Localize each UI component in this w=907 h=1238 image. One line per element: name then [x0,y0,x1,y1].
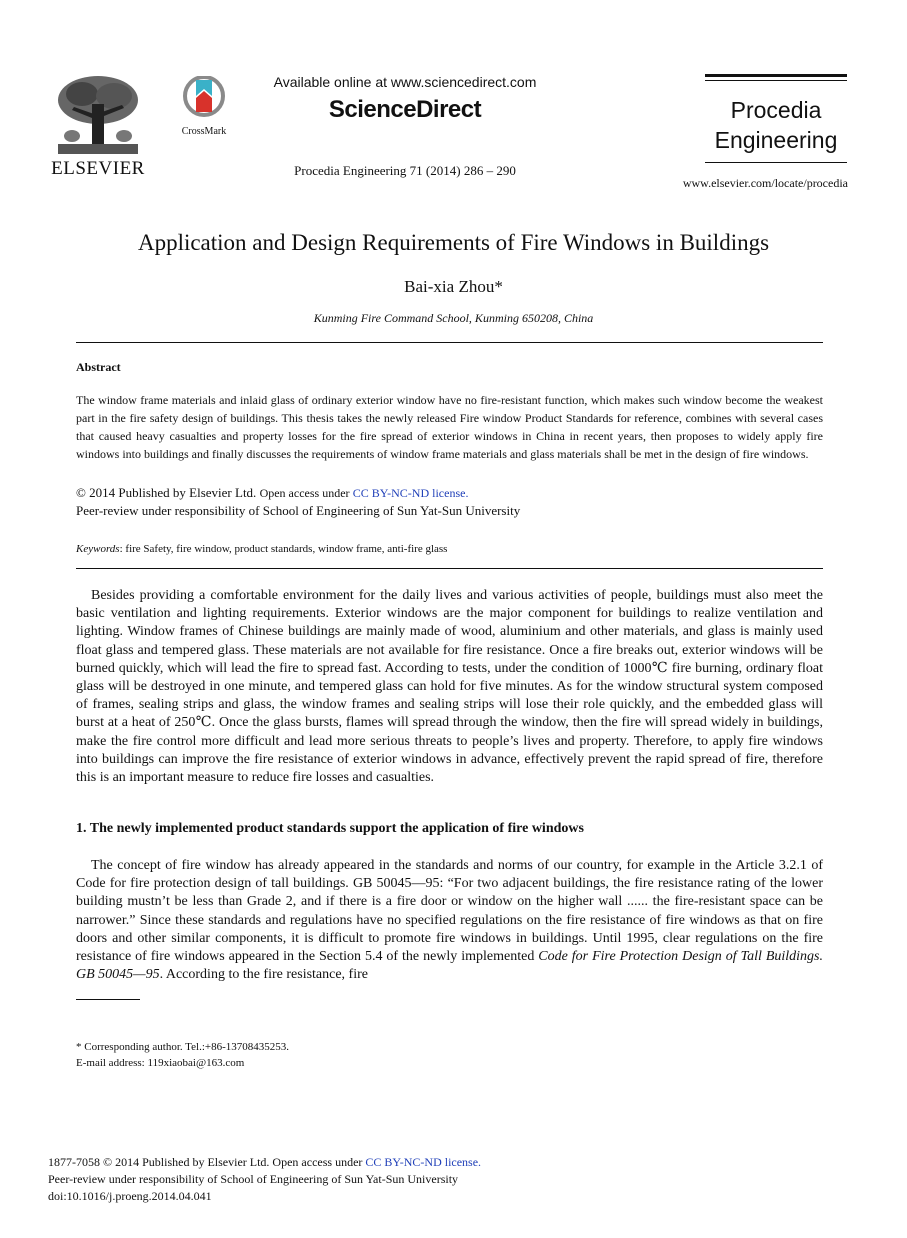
footer-issn-text: 1877-7058 © 2014 Published by Elsevier Ltd. Open access under [48,1155,363,1169]
copyright-text: © 2014 Published by Elsevier Ltd. [76,485,257,500]
email-footnote: E-mail address: 119xiaobai@163.com [76,1057,245,1069]
abstract-text: The window frame materials and inlaid glass of ordinary exterior window have no fire-resistant function, which makes such window become the weakest part in the fire safety design of buildings. This thesis takes the newly released Fire window Product Standards for reference, combines with several cases that caused heavy casualties and property losses for the fire spread of exterior windows in China in recent years, then proposes to widely apply fire windows into buildings and finally discusses the requirements of window frame materials and glass materials shall be met in the design of fire windows. [76,393,823,461]
publisher-name: ELSEVIER [51,158,145,179]
crossmark-label: CrossMark [181,126,227,137]
footer-doi-link[interactable]: doi:10.1016/j.proeng.2014.04.041 [48,1189,212,1203]
abstract-heading: Abstract [76,360,121,374]
paragraph-text: . According to the fire resistance, fire [159,967,368,983]
footer-copyright [48,1155,481,1170]
license-link[interactable]: CC BY-NC-ND license. [352,486,469,500]
section-heading: 1. The newly implemented product standards support the application of fire windows [76,821,584,836]
cited-code-title: Code for Fire Protection Design of Tall Buildings. GB 50045—95 [76,949,823,983]
crossmark-icon [178,76,230,120]
author-name: Bai-xia Zhou* [404,277,503,296]
section-paragraph [76,857,823,984]
keywords-label: Keywords [76,543,120,555]
crossmark-badge[interactable] [178,76,230,137]
journal-title-rule [705,74,847,77]
journal-title-line: Procedia [730,97,822,123]
abstract-top-rule [76,342,823,343]
author-affiliation: Kunming Fire Command School, Kunming 650208, China [313,311,594,325]
intro-paragraph: Besides providing a comfortable environment for the daily lives and various activities of people, buildings must also meet the basic ventilation and lighting requirements. Exterior windows are the major component for buildings to realize ventilation and lighting. Window frames of Chinese buildings are mainly made of wood, aluminium and other materials, and glass is mainly used float glass and tempered glass. These materials are not available for fire resistance. Once a fire breaks out, exterior windows will be burned quickly, which will lead the fire to spread fast. According to tests, under the condition of 1000℃ fire burning, ordinary float glass will be destroyed in one minute, and tempered glass can hold for five minutes. As for the window structural system composed of frames, sealing strips and glass, the window frames and sealing strips will lose their role quickly, and the embedded glass will burst at a heat of 250℃. Once the glass bursts, flames will spread through the window, then the fire will spread widely in buildings, make the fire control more difficult and lead more serious threats to people’s lives and property. Therefore, to apply fire windows into buildings can improve the fire resistance of exterior windows in advance, effectively prevent the rapid spread of fire, therefore this is an important measure to reduce fire losses and casualties. [76,588,823,786]
footnote-rule [76,999,140,1000]
paragraph-text: The concept of fire window has already appeared in the standards and norms of our country, for example in the Article 3.2.1 of Code for fire protection design of tall buildings. GB 50045—95: “For two adjacent buildings, the fire resistance rating of the lower building mustn’t be less than Grade 2, and if there is a fire door or window on the higher wall ...... the fire-resistant space can be narrower.” Since these standards and regulations have no specified regulations on the fire resistance of fire windows as that on fire doors and other similar components, it is difficult to promote fire windows in buildings. Until 1995, clear regulations on the fire resistance of fire windows appeared in the Section 5.4 of the newly implemented [76,858,823,965]
keywords-list: : fire Safety, fire window, product standards, window frame, anti-fire glass [119,543,448,555]
available-online-text[interactable]: Available online at www.sciencedirect.com [273,74,537,90]
journal-title-rule [705,162,847,163]
corresponding-author-footnote: * Corresponding author. Tel.:+86-13708435253. [76,1041,289,1053]
sciencedirect-logo-text: ScienceDirect [328,96,482,123]
abstract-bottom-rule [76,568,823,569]
journal-reference: Procedia Engineering 71 (2014) 286 – 290 [294,163,516,178]
peer-review-statement: Peer-review under responsibility of School of Engineering of Sun Yat-Sun University [76,503,521,518]
footer-peer-review: Peer-review under responsibility of School of Engineering of Sun Yat-Sun University [48,1172,459,1186]
keywords-line [76,543,823,555]
journal-title [705,95,847,155]
open-access-text: Open access under [259,486,350,500]
journal-title-line: Engineering [714,127,838,153]
journal-title-rule [705,80,847,81]
journal-url-link[interactable]: www.elsevier.com/locate/procedia [682,176,848,190]
footer-license-link[interactable]: CC BY-NC-ND license. [365,1155,482,1169]
copyright-line [76,484,823,502]
paper-title: Application and Design Requirements of Fire Windows in Buildings [137,230,770,255]
